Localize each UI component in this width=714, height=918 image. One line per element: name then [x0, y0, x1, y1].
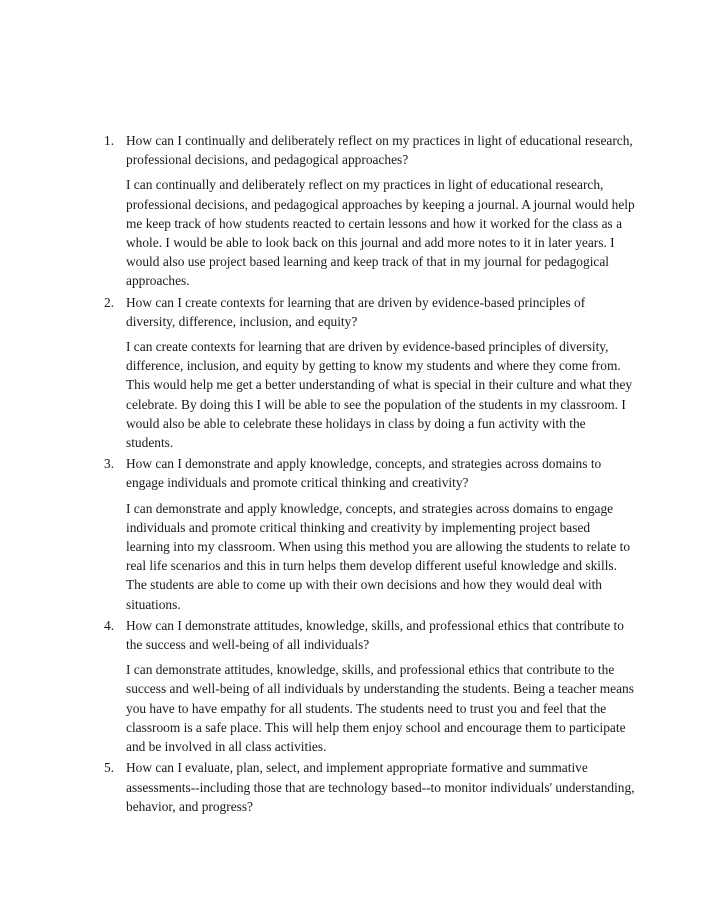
- question-list: [101, 131, 636, 822]
- answer-text: I can demonstrate and apply knowledge, concepts, and strategies across domains to engage individuals and promote critical thinking and creativity by implementing project based learning into my classroom. When using this method you are allowing the students to relate to real life scenarios and this in turn helps them develop different useful knowledge and skills. The students are able to come up with their own decisions and how they would deal with situations.: [126, 500, 631, 612]
- question-text: How can I create contexts for learning that are driven by evidence-based principles of diversity, difference, inclusion, and equity?: [126, 294, 586, 329]
- answer-text: I can demonstrate attitudes, knowledge, skills, and professional ethics that contribute to the success and well-being of all individuals by understanding the students. Being a teacher means you have to have empathy for all students. The students need to trust you and feel that the classroom is a safe place. This will help them enjoy school and encourage them to participate and be involved in all class activities.: [126, 662, 634, 755]
- list-item: [101, 293, 636, 453]
- question-text: How can I evaluate, plan, select, and implement appropriate formative and summative assessments--including those that are technology based--to monitor individuals' understanding, behavior, and progress?: [126, 760, 635, 814]
- question-text: How can I demonstrate attitudes, knowledge, skills, and professional ethics that contribute to the success and well-being of all individuals?: [126, 617, 624, 653]
- item-number: 1.: [104, 133, 115, 148]
- item-number: 5.: [104, 760, 115, 776]
- item-number: 2.: [104, 294, 115, 310]
- list-item: [101, 758, 636, 816]
- list-item: [101, 616, 636, 756]
- question-text: How can I continually and deliberately reflect on my practices in light of educational research, professional decisions, and pedagogical approaches?: [126, 133, 633, 168]
- list-item: [101, 131, 636, 291]
- question-text: How can I demonstrate and apply knowledge, concepts, and strategies across domains to engage individuals and promote critical thinking and creativity?: [126, 456, 602, 491]
- answer-text: I can continually and deliberately reflect on my practices in light of educational research, professional decisions, and pedagogical approaches by keeping a journal. A journal would help me keep track of how students reacted to certain lessons and how it worked for the class as a whole. I would be able to look back on this journal and add more notes to it in later years. I would also use project based learning and keep track of that in my journal for pedagogical approaches.: [126, 177, 635, 289]
- item-number: 4.: [104, 617, 115, 633]
- list-item: [101, 454, 636, 614]
- answer-text: I can create contexts for learning that are driven by evidence-based principles of diversity, difference, inclusion, and equity by getting to know my students and where they come from. This would help me get a better understanding of what is special in their culture and what they celebrate. By doing this I will be able to see the population of the students in my classroom. I would also be able to celebrate these holidays in class by doing a fun activity with the students.: [126, 339, 633, 451]
- item-number: 3.: [104, 456, 115, 472]
